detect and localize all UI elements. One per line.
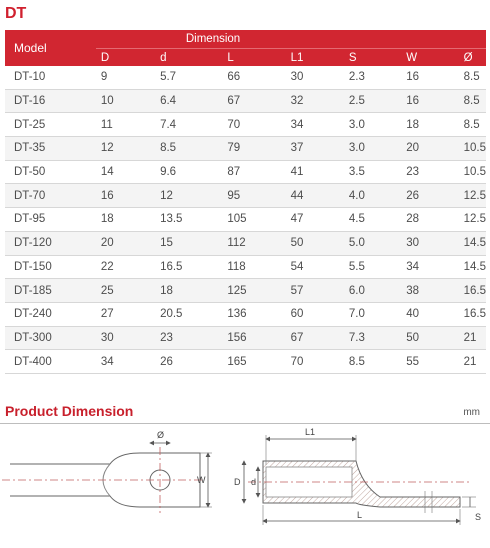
dimension-cell: 21: [459, 326, 486, 350]
dimension-cell: 136: [222, 302, 285, 326]
model-cell: DT-50: [5, 160, 96, 184]
dimension-cell: 23: [401, 160, 458, 184]
table-row: [5, 89, 486, 113]
dimension-cell: 16: [401, 66, 458, 89]
dimension-cell: 30: [286, 66, 344, 89]
dimension-cell: 21: [459, 350, 486, 374]
model-cell: DT-150: [5, 255, 96, 279]
dimension-cell: 5.5: [344, 255, 401, 279]
dimension-cell: 118: [222, 255, 285, 279]
table-row: [5, 279, 486, 303]
dimension-cell: 34: [96, 350, 155, 374]
product-dimension-diagram: [0, 425, 490, 548]
column-header-d-outer: D: [96, 49, 155, 67]
model-cell: DT-185: [5, 279, 96, 303]
w-label: W: [197, 475, 206, 485]
dimension-cell: 9: [96, 66, 155, 89]
model-cell: DT-240: [5, 302, 96, 326]
dimension-cell: 2.3: [344, 66, 401, 89]
table-row: [5, 255, 486, 279]
dimension-cell: 66: [222, 66, 285, 89]
dimension-cell: 12.5: [459, 184, 486, 208]
dimension-cell: 22: [96, 255, 155, 279]
dimension-cell: 87: [222, 160, 285, 184]
model-cell: DT-95: [5, 208, 96, 232]
dimension-cell: 57: [286, 279, 344, 303]
column-header-w: W: [401, 49, 458, 67]
table-row: [5, 208, 486, 232]
model-cell: DT-10: [5, 66, 96, 89]
table-row: [5, 137, 486, 161]
dimension-cell: 7.3: [344, 326, 401, 350]
dimension-cell: 7.0: [344, 302, 401, 326]
dimension-cell: 34: [401, 255, 458, 279]
dimension-cell: 70: [222, 113, 285, 137]
column-header-l1: L1: [286, 49, 344, 67]
dimension-cell: 6.4: [155, 89, 222, 113]
model-cell: DT-70: [5, 184, 96, 208]
dimension-cell: 7.4: [155, 113, 222, 137]
dimension-cell: 3.0: [344, 137, 401, 161]
model-cell: DT-35: [5, 137, 96, 161]
table-row: [5, 231, 486, 255]
dimension-cell: 70: [286, 350, 344, 374]
dimension-cell: 25: [96, 279, 155, 303]
model-cell: DT-120: [5, 231, 96, 255]
table-row: [5, 302, 486, 326]
dimension-cell: 23: [155, 326, 222, 350]
dimension-cell: 18: [155, 279, 222, 303]
column-header-d-inner: d: [155, 49, 222, 67]
dimension-cell: 5.7: [155, 66, 222, 89]
phi-label: Ø: [157, 430, 165, 440]
dimension-cell: 50: [401, 326, 458, 350]
dimension-cell: 34: [286, 113, 344, 137]
table-body: [5, 66, 486, 373]
unit-label: mm: [463, 407, 480, 418]
model-column-header: Model: [5, 30, 96, 66]
table-row: [5, 350, 486, 374]
model-cell: DT-16: [5, 89, 96, 113]
dimension-cell: 112: [222, 231, 285, 255]
model-cell: DT-400: [5, 350, 96, 374]
dimension-cell: 6.0: [344, 279, 401, 303]
dimension-cell: 4.5: [344, 208, 401, 232]
dimension-cell: 10.5: [459, 137, 486, 161]
model-cell: DT-300: [5, 326, 96, 350]
dimension-cell: 67: [286, 326, 344, 350]
dimension-cell: 4.0: [344, 184, 401, 208]
dimension-cell: 16: [96, 184, 155, 208]
table-row: [5, 160, 486, 184]
dimension-cell: 14: [96, 160, 155, 184]
dimension-cell: 28: [401, 208, 458, 232]
dimension-cell: 8.5: [459, 66, 486, 89]
column-header-phi: Ø: [459, 49, 486, 67]
dimension-cell: 55: [401, 350, 458, 374]
section-divider: [0, 423, 490, 424]
dimension-cell: 10: [96, 89, 155, 113]
dimension-cell: 27: [96, 302, 155, 326]
top-view-drawing: [2, 443, 212, 513]
dimension-cell: 50: [286, 231, 344, 255]
table-row: [5, 326, 486, 350]
dimension-cell: 9.6: [155, 160, 222, 184]
dimension-group-header: Dimension: [96, 30, 486, 49]
dimension-cell: 14.5: [459, 231, 486, 255]
dimension-cell: 11: [96, 113, 155, 137]
s-label: S: [475, 512, 482, 522]
dimension-cell: 32: [286, 89, 344, 113]
dimension-cell: 79: [222, 137, 285, 161]
dimension-cell: 15: [155, 231, 222, 255]
dimension-cell: 54: [286, 255, 344, 279]
d-inner-label: d: [251, 477, 257, 487]
dimension-cell: 30: [401, 231, 458, 255]
dimension-cell: 60: [286, 302, 344, 326]
column-header-l: L: [222, 49, 285, 67]
dimension-cell: 165: [222, 350, 285, 374]
dimension-cell: 8.5: [344, 350, 401, 374]
dimension-cell: 40: [401, 302, 458, 326]
dimension-cell: 26: [401, 184, 458, 208]
dimension-cell: 156: [222, 326, 285, 350]
dimension-cell: 10.5: [459, 160, 486, 184]
dimension-cell: 2.5: [344, 89, 401, 113]
dimension-table: [5, 30, 486, 374]
page-title: DT: [5, 5, 27, 22]
dimension-cell: 8.5: [459, 113, 486, 137]
dimension-cell: 8.5: [459, 89, 486, 113]
dimension-cell: 13.5: [155, 208, 222, 232]
l-label: L: [357, 510, 363, 520]
dimension-cell: 18: [96, 208, 155, 232]
d-outer-label: D: [234, 477, 241, 487]
dimension-cell: 14.5: [459, 255, 486, 279]
dimension-cell: 95: [222, 184, 285, 208]
dimension-cell: 105: [222, 208, 285, 232]
table-row: [5, 184, 486, 208]
model-cell: DT-25: [5, 113, 96, 137]
dimension-cell: 8.5: [155, 137, 222, 161]
dimension-cell: 26: [155, 350, 222, 374]
dimension-cell: 12: [96, 137, 155, 161]
dimension-cell: 20: [96, 231, 155, 255]
dimension-cell: 3.0: [344, 113, 401, 137]
dimension-cell: 12: [155, 184, 222, 208]
dimension-cell: 12.5: [459, 208, 486, 232]
section-title: Product Dimension: [5, 403, 134, 419]
dimension-cell: 44: [286, 184, 344, 208]
dimension-cell: 30: [96, 326, 155, 350]
dimension-cell: 5.0: [344, 231, 401, 255]
column-header-s: S: [344, 49, 401, 67]
dimension-cell: 125: [222, 279, 285, 303]
dimension-cell: 67: [222, 89, 285, 113]
l1-label: L1: [305, 427, 316, 437]
dimension-cell: 20.5: [155, 302, 222, 326]
dimension-cell: 16.5: [155, 255, 222, 279]
table-row: [5, 66, 486, 89]
dimension-cell: 3.5: [344, 160, 401, 184]
dimension-cell: 20: [401, 137, 458, 161]
table-row: [5, 113, 486, 137]
dimension-cell: 37: [286, 137, 344, 161]
dimension-cell: 47: [286, 208, 344, 232]
dimension-cell: 41: [286, 160, 344, 184]
dimension-cell: 16.5: [459, 279, 486, 303]
dimension-cell: 18: [401, 113, 458, 137]
dimension-cell: 16.5: [459, 302, 486, 326]
dimension-cell: 16: [401, 89, 458, 113]
dimension-cell: 38: [401, 279, 458, 303]
